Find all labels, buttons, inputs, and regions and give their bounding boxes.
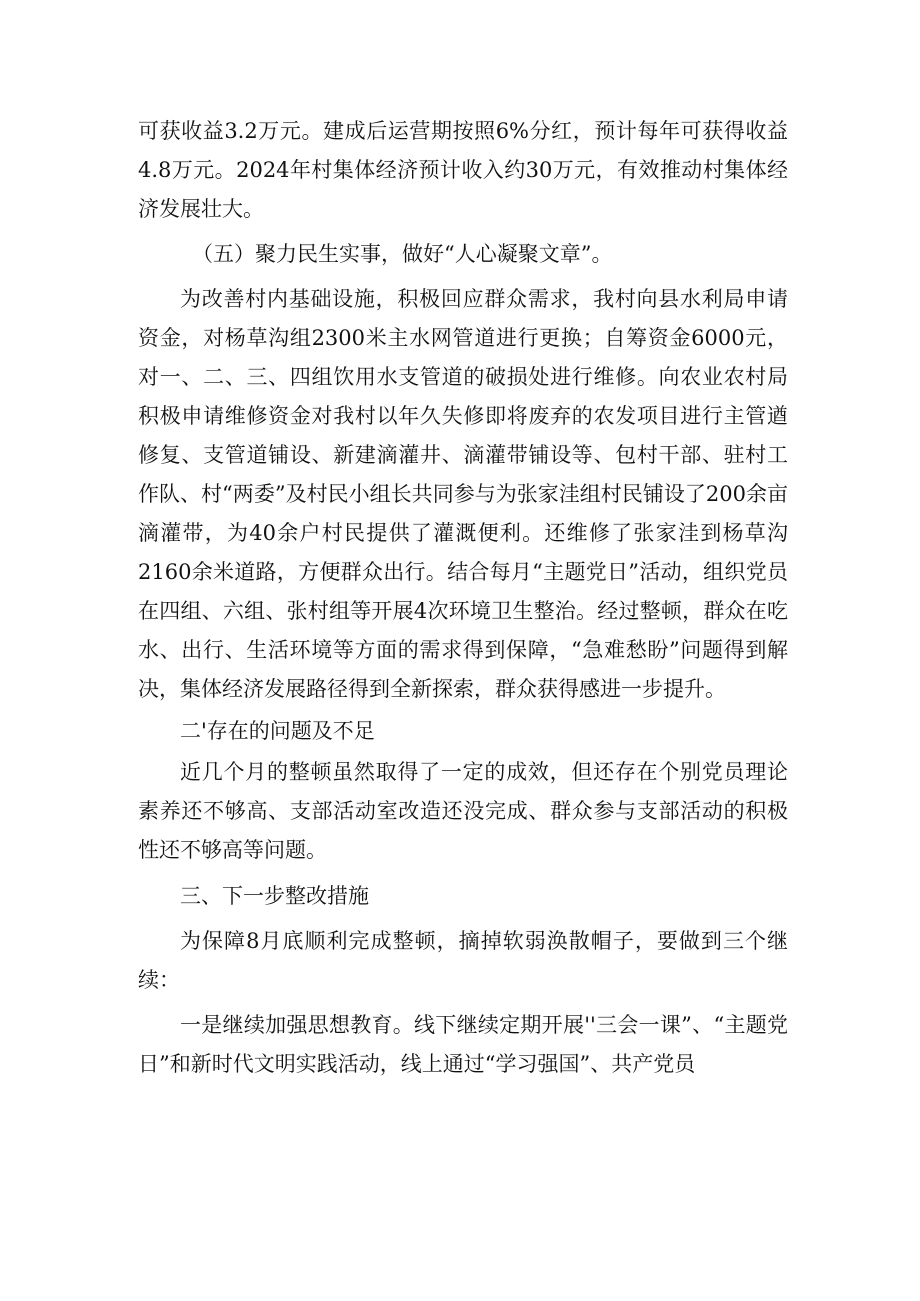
paragraph-problems: 近几个月的整顿虽然取得了一定的成效，但还存在个别党员理论素养还不够高、支部活动室改造还没完成、群众参与支部活动的积极性还不够高等问题。 bbox=[138, 760, 788, 862]
paragraph-income: 可获收益3.2万元。建成后运营期按照6%分红，预计每年可获得收益4.8万元。2024年村集体经济预计收入约30万元，有效推动村集体经济发展壮大。 bbox=[138, 119, 788, 221]
paragraph-infrastructure: 为改善村内基础设施，积极回应群众需求，我村向县水利局申请资金，对杨草沟组2300米主水网管道进行更换；自筹资金6000元，对一、二、三、四组饮用水支管道的破损处进行维修。向农业农村局积极申请维修资金对我村以年久失修即将废弃的农发项目进行主管遒修复、支管道铺设、新建滴灌井、滴灌带铺设等、包村干部、驻村工作队、村“两委”及村民小组长共同参与为张家洼组村民铺设了200余亩滴灌带，为40余户村民提供了灌溉便利。还维修了张家洼到杨草沟2160余米道路，方便群众出行。结合每月“主题党日”活动，组织党员在四组、六组、张村组等开展4次环境卫生整治。经过整顿，群众在吃水、出行、生活环境等方面的需求得到保障，“急难愁盼”问题得到解决，集体经济发展路径得到全新探索，群众获得感进一步提升。 bbox=[138, 287, 788, 701]
document-body bbox=[138, 112, 788, 1084]
paragraph-next-steps-intro: 为保障8月底顺利完成整顿，摘掉软弱涣散帽子，要做到三个继续： bbox=[138, 929, 788, 992]
heading-next-steps: 三、下一步整改措施 bbox=[180, 884, 369, 908]
paragraph-continue-education: 一是继续加强思想教育。线下继续定期开展''三会一课”、“主题党日”和新时代文明实践活动，线上通过“学习强国”、共产党员 bbox=[138, 1013, 788, 1076]
heading-problems: 二'存在的问题及不足 bbox=[180, 719, 375, 743]
section-5-title: （五）聚力民生实事，做好“人心凝聚文章”。 bbox=[192, 242, 613, 266]
